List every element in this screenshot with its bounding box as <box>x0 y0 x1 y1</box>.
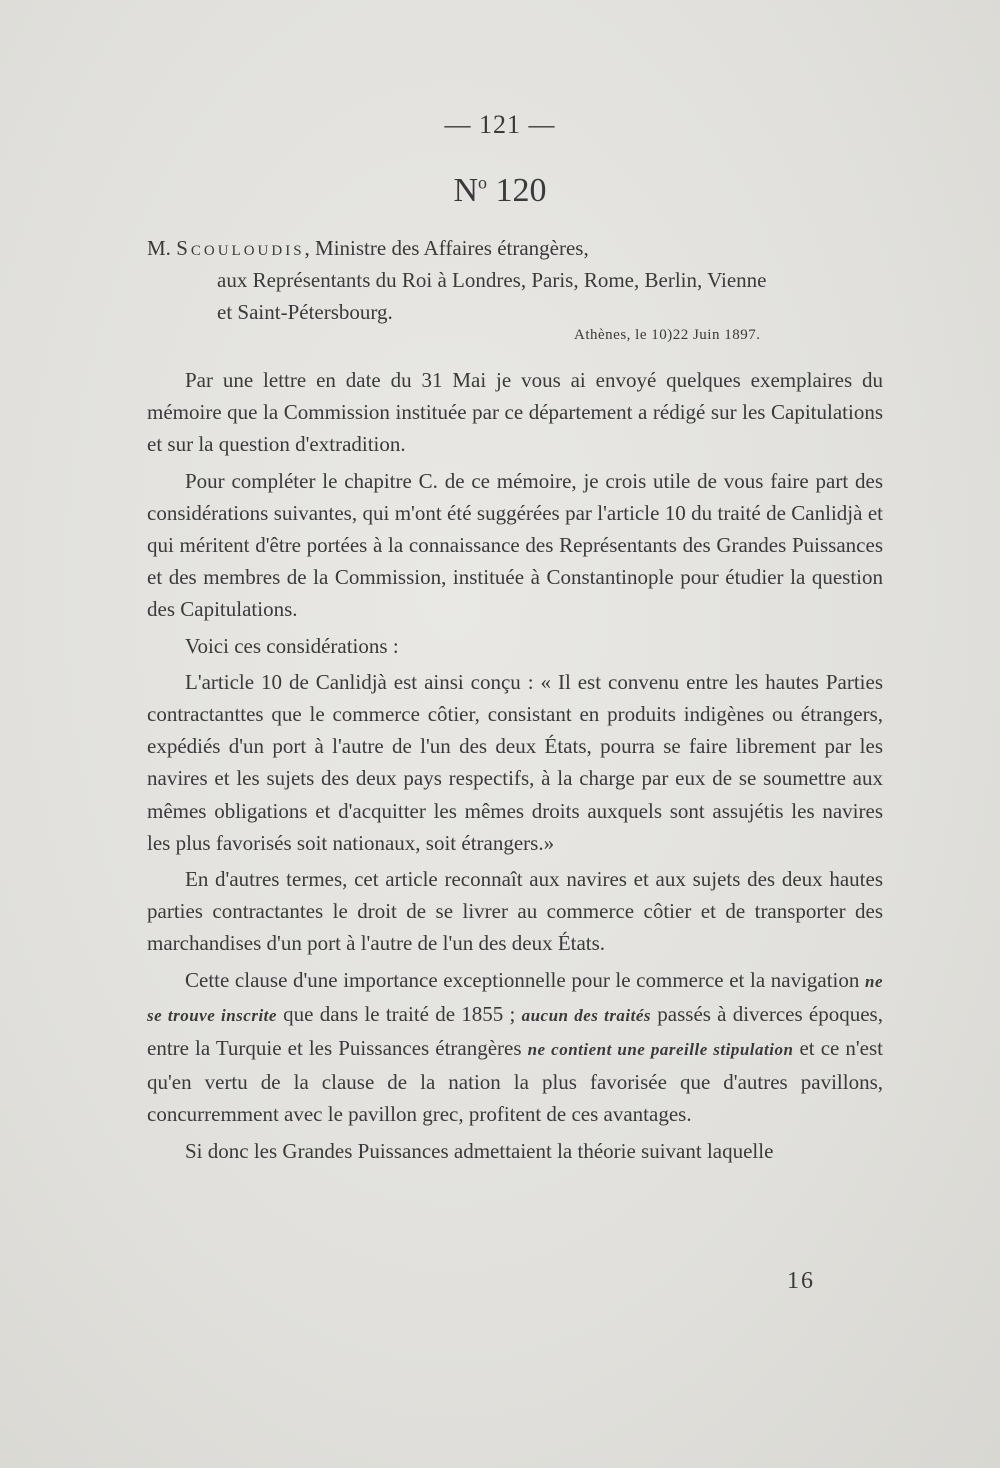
header-minister-role: , Ministre des Affaires étrangères, <box>304 236 589 260</box>
paragraph-5: En d'autres termes, cet article reconnaît aux navires et aux sujets des deux hautes parties contractantes le droit de se livrer au commerce côtier et de transporter des marchandises d'un port à l'autre de l'un des deux États. <box>147 867 883 956</box>
letter-body <box>147 364 883 1167</box>
header-title: M. <box>147 236 171 260</box>
paragraph-7: Si donc les Grandes Puissances admettaient la théorie suivant laquelle <box>185 1138 774 1163</box>
p6-text-c: passés à diverces époques, entre la Turquie et les Puissances étrangères <box>147 1001 883 1061</box>
header-line-1 <box>147 232 887 264</box>
p6-italic-3: ne contient une pareille stipulation <box>527 1040 794 1060</box>
paragraph-2: Pour compléter le chapitre C. de ce mémoire, je crois utile de vous faire part des considérations suivantes, qui m'ont été suggérées par l'article 10 du traité de Canlidjà et qui méritent d'être portées à la connaissance des Représentants des Grandes Puissances et des membres de la Commission, instituée à Constantinople pour étudier la question des Capitulations. <box>147 468 883 622</box>
dateline: Athènes, le 10)22 Juin 1897. <box>574 327 761 343</box>
page-number: — 121 — <box>444 110 556 139</box>
doc-number-prefix: N <box>453 172 479 209</box>
letter-header <box>147 232 887 328</box>
p6-text-b: que dans le traité de 1855 ; <box>276 1001 522 1026</box>
header-line-3: et Saint-Pétersbourg. <box>217 300 393 324</box>
p6-text-a: Cette clause d'une importance exceptionnelle pour le commerce et la navigation <box>185 967 865 992</box>
signature-mark: 16 <box>787 1268 815 1294</box>
p6-italic-2: aucun des traités <box>521 1005 652 1025</box>
paragraph-6 <box>147 964 883 1131</box>
header-minister-name: Scouloudis <box>176 236 305 260</box>
doc-number-value: 120 <box>495 172 547 209</box>
p6-italic-1: ne se trouve inscrite <box>147 971 883 1025</box>
header-line-2: aux Représentants du Roi à Londres, Paris, Rome, Berlin, Vienne <box>217 268 767 292</box>
paragraph-4: L'article 10 de Canlidjà est ainsi conçu : « Il est convenu entre les hautes Parties contractanttes que le commerce côtier, consistant en produits indigènes ou étrangers, expédiés d'un port à l'autre de l'un des deux États, pourra se faire librement par les navires et les sujets des deux pays respectifs, à la charge par eux de se soumettre aux mêmes obligations et d'acquitter les mêmes droits auxquels sont assujétis les navires les plus favorisés soit nationaux, soit étrangers.» <box>147 669 883 855</box>
doc-number-sup: o <box>478 172 488 193</box>
paragraph-3: Voici ces considérations : <box>185 633 399 658</box>
p6-text-d: et ce n'est qu'en vertu de la clause de la nation la plus favorisée que d'autres pavillons, concurremment avec le pavillon grec, profitent de ces avantages. <box>147 1036 883 1127</box>
document-number <box>0 172 1000 210</box>
paragraph-1: Par une lettre en date du 31 Mai je vous ai envoyé quelques exemplaires du mémoire que la Commission instituée par ce département a rédigé sur les Capitulations et sur la question d'extradition. <box>147 368 883 457</box>
